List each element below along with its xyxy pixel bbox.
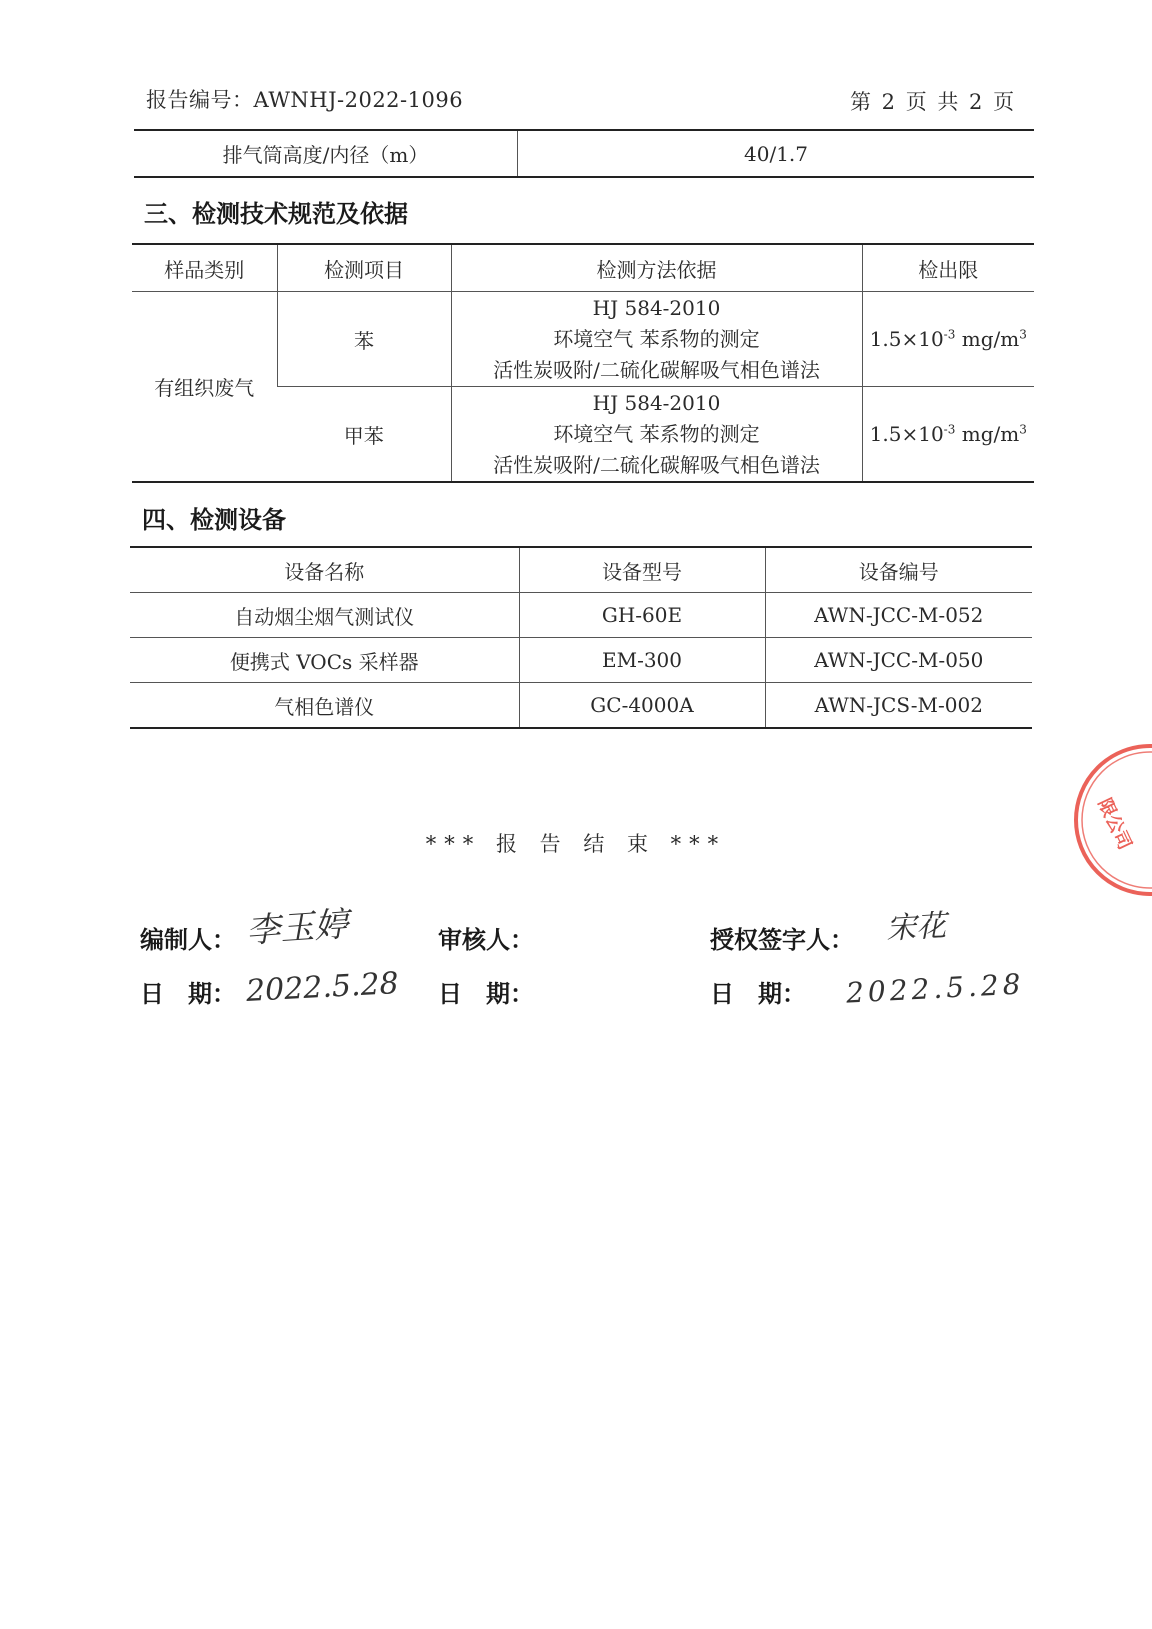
stack-label: 排气筒高度/内径（m）: [134, 130, 518, 177]
equipment-model: EM-300: [519, 638, 765, 683]
seal-text: 限公司: [1093, 795, 1136, 854]
reviewer-label: 审核人：: [438, 926, 534, 954]
detection-limit: [862, 292, 1034, 387]
col-header-category: 样品类别: [132, 244, 277, 292]
limit-exponent: -3: [943, 327, 956, 342]
method-technique: 活性炭吸附/二硫化碳解吸气相色谱法: [493, 452, 820, 477]
detection-limit: [862, 387, 1034, 483]
limit-unit-exponent: 3: [1019, 422, 1027, 437]
col-header-method: 检测方法依据: [451, 244, 862, 292]
equipment-name: 自动烟尘烟气测试仪: [130, 593, 519, 638]
col-header-item: 检测项目: [277, 244, 451, 292]
table-row: [134, 130, 1034, 177]
equipment-code: AWN-JCC-M-052: [765, 593, 1032, 638]
table-row: [130, 593, 1032, 638]
limit-unit: mg/m: [955, 327, 1020, 351]
limit-exponent: -3: [943, 422, 956, 437]
limit-unit: mg/m: [955, 422, 1020, 446]
approver-signature: 宋花: [885, 908, 948, 947]
stack-table: [134, 129, 1034, 178]
report-number: 报告编号：AWNHJ-2022-1096: [146, 88, 464, 112]
method-technique: 活性炭吸附/二硫化碳解吸气相色谱法: [493, 357, 820, 382]
limit-base: 1.5×10: [869, 422, 944, 446]
compiler-signature: 李玉婷: [244, 904, 350, 952]
limit-base: 1.5×10: [869, 327, 944, 351]
section3-title: 三、检测技术规范及依据: [144, 200, 408, 228]
method-cell: [451, 387, 862, 483]
compiler-date-label: 日 期：: [140, 980, 236, 1008]
equipment-model: GC-4000A: [519, 683, 765, 729]
stack-value: 40/1.7: [744, 141, 808, 166]
test-item: 苯: [277, 292, 451, 387]
table-row: [130, 683, 1032, 729]
table-row: [130, 638, 1032, 683]
equipment-model: GH-60E: [519, 593, 765, 638]
company-seal-stamp: [1058, 740, 1152, 900]
approver-date-label: 日 期：: [710, 980, 806, 1008]
method-title: 环境空气 苯系物的测定: [553, 421, 760, 446]
approver-date: 2022.5.28: [845, 967, 1026, 1010]
compiler-label: 编制人：: [140, 926, 236, 954]
approver-label: 授权签字人：: [710, 926, 854, 954]
table-header-row: [130, 547, 1032, 593]
method-table: [132, 243, 1034, 483]
equipment-code: AWN-JCC-M-050: [765, 638, 1032, 683]
limit-unit-exponent: 3: [1019, 327, 1027, 342]
reviewer-date-label: 日 期：: [438, 980, 534, 1008]
report-end-mark: *** 报 告 结 束 ***: [425, 832, 727, 856]
compiler-date: 2022.5.28: [245, 966, 400, 1009]
col-header-code: 设备编号: [765, 547, 1032, 593]
col-header-limit: 检出限: [862, 244, 1034, 292]
method-cell: [451, 292, 862, 387]
table-header-row: [132, 244, 1034, 292]
test-item: 甲苯: [343, 423, 384, 448]
col-header-name: 设备名称: [130, 547, 519, 593]
table-row: [132, 292, 1034, 387]
col-header-model: 设备型号: [519, 547, 765, 593]
method-standard: HJ 584-2010: [592, 390, 721, 415]
page-info: 第 2 页 共 2 页: [850, 90, 1015, 114]
method-title: 环境空气 苯系物的测定: [553, 326, 760, 351]
equipment-table: [130, 546, 1032, 729]
equipment-code: AWN-JCS-M-002: [765, 683, 1032, 729]
section4-title: 四、检测设备: [142, 506, 286, 534]
equipment-name: 气相色谱仪: [274, 694, 375, 719]
sample-category: 有组织废气: [154, 376, 255, 400]
equipment-name: 便携式 VOCs 采样器: [130, 638, 519, 683]
method-standard: HJ 584-2010: [592, 295, 721, 320]
